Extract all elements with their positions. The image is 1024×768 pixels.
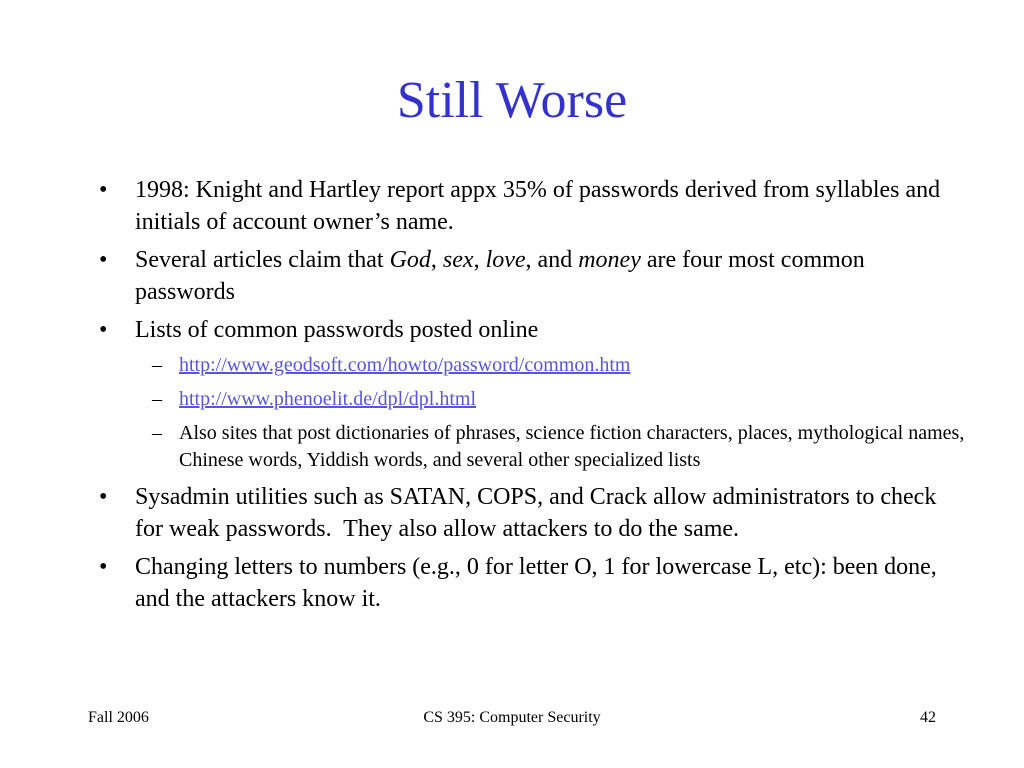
bullet-text-part: , and (525, 247, 579, 273)
bullet-item-5 (95, 551, 965, 615)
sub-marker: – (152, 354, 162, 376)
sub-item-2 (95, 386, 965, 413)
bullet-item-2 (95, 244, 965, 308)
bullet-marker: • (99, 177, 108, 203)
bullet-item-1 (95, 174, 965, 238)
bullet-text: Changing letters to numbers (e.g., 0 for letter O, 1 for lowercase L, etc): been done, and the attackers know it. (135, 554, 937, 612)
phenoelit-link[interactable]: http://www.phenoelit.de/dpl/dpl.html (179, 388, 477, 410)
bullet-marker: • (99, 484, 108, 510)
slide-title: Still Worse (396, 72, 628, 129)
sub-list (95, 352, 965, 474)
bullet-text-part: , (473, 247, 486, 273)
emphasis-love: love (485, 247, 526, 273)
bullet-text-part: Several articles claim that (135, 247, 390, 273)
sub-item-1 (95, 352, 965, 379)
geodsoft-link[interactable]: http://www.geodsoft.com/howto/password/common.htm (179, 354, 631, 376)
emphasis-sex: sex (442, 247, 474, 273)
bullet-text: Sysadmin utilities such as SATAN, COPS, and Crack allow administrators to check for weak passwords. They also allow attackers to do the same. (135, 484, 943, 542)
bullet-item-3 (95, 314, 965, 346)
sub-marker: – (152, 388, 162, 410)
sub-text: Also sites that post dictionaries of phrases, science fiction characters, places, mythological names, Chinese words, Yiddish words, and several other specialized lists (179, 422, 965, 471)
bullet-list (95, 174, 965, 621)
bullet-marker: • (99, 554, 108, 580)
bullet-text-part: , (430, 247, 443, 273)
sub-item-3 (95, 420, 965, 474)
footer-slide-number: 42 (920, 709, 936, 726)
bullet-item-4 (95, 481, 965, 545)
sub-marker: – (152, 422, 162, 444)
bullet-marker: • (99, 247, 108, 273)
bullet-text-part: are four most common passwords (135, 247, 865, 305)
emphasis-money: money (578, 247, 641, 273)
footer-course: CS 395: Computer Security (423, 709, 601, 726)
bullet-text: Lists of common passwords posted online (135, 317, 539, 343)
footer-term: Fall 2006 (88, 709, 149, 726)
bullet-marker: • (99, 317, 108, 343)
emphasis-god: God (389, 247, 431, 273)
bullet-text: 1998: Knight and Hartley report appx 35% of passwords derived from syllables and initials of account owner’s name. (135, 177, 941, 235)
